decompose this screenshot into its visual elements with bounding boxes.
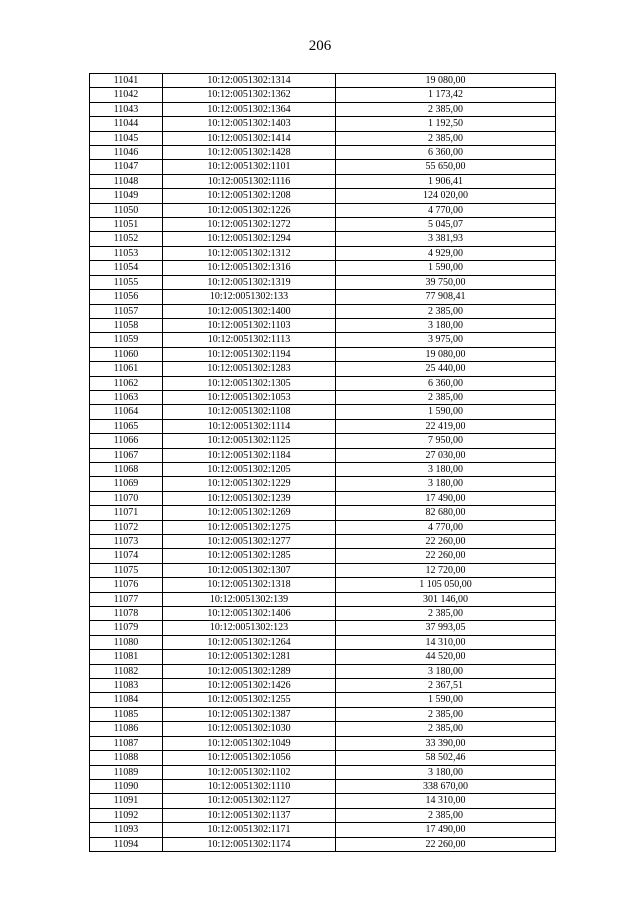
cadastral-number-cell: 10:12:0051302:1403 — [163, 117, 336, 131]
cadastral-number-cell: 10:12:0051302:1229 — [163, 477, 336, 491]
row-number-cell: 11086 — [90, 722, 163, 736]
cadastral-number-cell: 10:12:0051302:133 — [163, 290, 336, 304]
data-table — [89, 73, 556, 852]
row-number-cell: 11060 — [90, 347, 163, 361]
table-row — [90, 419, 556, 433]
row-number-cell: 11067 — [90, 448, 163, 462]
row-number-cell: 11087 — [90, 736, 163, 750]
cadastral-number-cell: 10:12:0051302:1318 — [163, 578, 336, 592]
row-number-cell: 11059 — [90, 333, 163, 347]
amount-cell: 25 440,00 — [336, 362, 556, 376]
row-number-cell: 11047 — [90, 160, 163, 174]
amount-cell: 4 929,00 — [336, 246, 556, 260]
amount-cell: 2 385,00 — [336, 304, 556, 318]
amount-cell: 4 770,00 — [336, 203, 556, 217]
table-row — [90, 823, 556, 837]
table-row — [90, 203, 556, 217]
table-row — [90, 679, 556, 693]
row-number-cell: 11094 — [90, 837, 163, 851]
cadastral-number-cell: 10:12:0051302:1194 — [163, 347, 336, 361]
amount-cell: 1 590,00 — [336, 405, 556, 419]
amount-cell: 14 310,00 — [336, 635, 556, 649]
table-body — [90, 74, 556, 852]
cadastral-number-cell: 10:12:0051302:1294 — [163, 232, 336, 246]
cadastral-number-cell: 10:12:0051302:1314 — [163, 74, 336, 88]
amount-cell: 3 381,93 — [336, 232, 556, 246]
table-row — [90, 362, 556, 376]
row-number-cell: 11070 — [90, 491, 163, 505]
amount-cell: 2 385,00 — [336, 722, 556, 736]
row-number-cell: 11042 — [90, 88, 163, 102]
cadastral-number-cell: 10:12:0051302:1127 — [163, 794, 336, 808]
table-row — [90, 246, 556, 260]
table-row — [90, 693, 556, 707]
cadastral-number-cell: 10:12:0051302:1125 — [163, 434, 336, 448]
cadastral-number-cell: 10:12:0051302:1239 — [163, 491, 336, 505]
row-number-cell: 11090 — [90, 779, 163, 793]
row-number-cell: 11088 — [90, 751, 163, 765]
table-row — [90, 405, 556, 419]
cadastral-number-cell: 10:12:0051302:1289 — [163, 664, 336, 678]
row-number-cell: 11049 — [90, 189, 163, 203]
cadastral-number-cell: 10:12:0051302:1406 — [163, 607, 336, 621]
row-number-cell: 11045 — [90, 131, 163, 145]
table-row — [90, 650, 556, 664]
table-row — [90, 74, 556, 88]
amount-cell: 17 490,00 — [336, 491, 556, 505]
amount-cell: 338 670,00 — [336, 779, 556, 793]
cadastral-number-cell: 10:12:0051302:1319 — [163, 275, 336, 289]
amount-cell: 1 192,50 — [336, 117, 556, 131]
table-row — [90, 722, 556, 736]
amount-cell: 17 490,00 — [336, 823, 556, 837]
amount-cell: 44 520,00 — [336, 650, 556, 664]
table-row — [90, 189, 556, 203]
cadastral-number-cell: 10:12:0051302:1272 — [163, 218, 336, 232]
table-row — [90, 491, 556, 505]
table-row — [90, 535, 556, 549]
cadastral-number-cell: 10:12:0051302:1277 — [163, 535, 336, 549]
row-number-cell: 11074 — [90, 549, 163, 563]
table-row — [90, 506, 556, 520]
table-row — [90, 290, 556, 304]
cadastral-number-cell: 10:12:0051302:1110 — [163, 779, 336, 793]
cadastral-number-cell: 10:12:0051302:1116 — [163, 174, 336, 188]
cadastral-number-cell: 10:12:0051302:1264 — [163, 635, 336, 649]
row-number-cell: 11043 — [90, 102, 163, 116]
amount-cell: 2 367,51 — [336, 679, 556, 693]
row-number-cell: 11081 — [90, 650, 163, 664]
table-row — [90, 434, 556, 448]
table-row — [90, 477, 556, 491]
row-number-cell: 11052 — [90, 232, 163, 246]
cadastral-number-cell: 10:12:0051302:1414 — [163, 131, 336, 145]
table-row — [90, 578, 556, 592]
amount-cell: 77 908,41 — [336, 290, 556, 304]
table-row — [90, 736, 556, 750]
table-row — [90, 520, 556, 534]
amount-cell: 37 993,05 — [336, 621, 556, 635]
cadastral-number-cell: 10:12:0051302:1285 — [163, 549, 336, 563]
cadastral-number-cell: 10:12:0051302:1049 — [163, 736, 336, 750]
cadastral-number-cell: 10:12:0051302:1208 — [163, 189, 336, 203]
cadastral-number-cell: 10:12:0051302:1387 — [163, 707, 336, 721]
amount-cell: 3 180,00 — [336, 462, 556, 476]
cadastral-number-cell: 10:12:0051302:1174 — [163, 837, 336, 851]
table-row — [90, 376, 556, 390]
cadastral-number-cell: 10:12:0051302:1428 — [163, 146, 336, 160]
row-number-cell: 11046 — [90, 146, 163, 160]
cadastral-number-cell: 10:12:0051302:1226 — [163, 203, 336, 217]
table-row — [90, 347, 556, 361]
table-row — [90, 102, 556, 116]
page-number: 206 — [308, 38, 332, 54]
amount-cell: 27 030,00 — [336, 448, 556, 462]
row-number-cell: 11051 — [90, 218, 163, 232]
cadastral-number-cell: 10:12:0051302:1281 — [163, 650, 336, 664]
amount-cell: 22 419,00 — [336, 419, 556, 433]
table-row — [90, 462, 556, 476]
row-number-cell: 11077 — [90, 592, 163, 606]
table-row — [90, 794, 556, 808]
row-number-cell: 11076 — [90, 578, 163, 592]
amount-cell: 6 360,00 — [336, 376, 556, 390]
cadastral-number-cell: 10:12:0051302:1362 — [163, 88, 336, 102]
cadastral-number-cell: 10:12:0051302:1400 — [163, 304, 336, 318]
amount-cell: 2 385,00 — [336, 131, 556, 145]
table-row — [90, 707, 556, 721]
amount-cell: 1 906,41 — [336, 174, 556, 188]
row-number-cell: 11061 — [90, 362, 163, 376]
cadastral-number-cell: 10:12:0051302:1056 — [163, 751, 336, 765]
cadastral-number-cell: 10:12:0051302:1305 — [163, 376, 336, 390]
amount-cell: 22 260,00 — [336, 837, 556, 851]
amount-cell: 55 650,00 — [336, 160, 556, 174]
row-number-cell: 11050 — [90, 203, 163, 217]
cadastral-number-cell: 10:12:0051302:1101 — [163, 160, 336, 174]
table-row — [90, 174, 556, 188]
cadastral-number-cell: 10:12:0051302:1312 — [163, 246, 336, 260]
row-number-cell: 11068 — [90, 462, 163, 476]
amount-cell: 19 080,00 — [336, 347, 556, 361]
cadastral-number-cell: 10:12:0051302:1426 — [163, 679, 336, 693]
row-number-cell: 11093 — [90, 823, 163, 837]
table-row — [90, 751, 556, 765]
row-number-cell: 11092 — [90, 808, 163, 822]
table-row — [90, 837, 556, 851]
amount-cell: 3 180,00 — [336, 765, 556, 779]
row-number-cell: 11054 — [90, 261, 163, 275]
amount-cell: 82 680,00 — [336, 506, 556, 520]
amount-cell: 301 146,00 — [336, 592, 556, 606]
amount-cell: 22 260,00 — [336, 535, 556, 549]
row-number-cell: 11073 — [90, 535, 163, 549]
row-number-cell: 11069 — [90, 477, 163, 491]
row-number-cell: 11082 — [90, 664, 163, 678]
table-row — [90, 635, 556, 649]
row-number-cell: 11072 — [90, 520, 163, 534]
cadastral-number-cell: 10:12:0051302:1114 — [163, 419, 336, 433]
row-number-cell: 11083 — [90, 679, 163, 693]
cadastral-number-cell: 10:12:0051302:1307 — [163, 563, 336, 577]
amount-cell: 2 385,00 — [336, 390, 556, 404]
row-number-cell: 11071 — [90, 506, 163, 520]
row-number-cell: 11066 — [90, 434, 163, 448]
row-number-cell: 11075 — [90, 563, 163, 577]
table-row — [90, 592, 556, 606]
table-row — [90, 261, 556, 275]
amount-cell: 33 390,00 — [336, 736, 556, 750]
row-number-cell: 11064 — [90, 405, 163, 419]
row-number-cell: 11089 — [90, 765, 163, 779]
table-row — [90, 131, 556, 145]
row-number-cell: 11053 — [90, 246, 163, 260]
table-row — [90, 448, 556, 462]
row-number-cell: 11062 — [90, 376, 163, 390]
row-number-cell: 11063 — [90, 390, 163, 404]
amount-cell: 22 260,00 — [336, 549, 556, 563]
table-row — [90, 160, 556, 174]
amount-cell: 2 385,00 — [336, 808, 556, 822]
cadastral-number-cell: 10:12:0051302:1316 — [163, 261, 336, 275]
amount-cell: 3 975,00 — [336, 333, 556, 347]
amount-cell: 7 950,00 — [336, 434, 556, 448]
row-number-cell: 11078 — [90, 607, 163, 621]
amount-cell: 1 590,00 — [336, 693, 556, 707]
amount-cell: 1 590,00 — [336, 261, 556, 275]
amount-cell: 6 360,00 — [336, 146, 556, 160]
table-row — [90, 146, 556, 160]
amount-cell: 2 385,00 — [336, 607, 556, 621]
cadastral-number-cell: 10:12:0051302:1275 — [163, 520, 336, 534]
table-row — [90, 232, 556, 246]
row-number-cell: 11056 — [90, 290, 163, 304]
amount-cell: 12 720,00 — [336, 563, 556, 577]
table-row — [90, 607, 556, 621]
row-number-cell: 11079 — [90, 621, 163, 635]
cadastral-number-cell: 10:12:0051302:1030 — [163, 722, 336, 736]
amount-cell: 19 080,00 — [336, 74, 556, 88]
table-row — [90, 275, 556, 289]
cadastral-number-cell: 10:12:0051302:1113 — [163, 333, 336, 347]
cadastral-number-cell: 10:12:0051302:1103 — [163, 318, 336, 332]
row-number-cell: 11065 — [90, 419, 163, 433]
cadastral-number-cell: 10:12:0051302:1053 — [163, 390, 336, 404]
amount-cell: 2 385,00 — [336, 707, 556, 721]
amount-cell: 124 020,00 — [336, 189, 556, 203]
amount-cell: 1 105 050,00 — [336, 578, 556, 592]
cadastral-number-cell: 10:12:0051302:123 — [163, 621, 336, 635]
cadastral-number-cell: 10:12:0051302:139 — [163, 592, 336, 606]
cadastral-number-cell: 10:12:0051302:1364 — [163, 102, 336, 116]
amount-cell: 14 310,00 — [336, 794, 556, 808]
cadastral-number-cell: 10:12:0051302:1102 — [163, 765, 336, 779]
cadastral-number-cell: 10:12:0051302:1283 — [163, 362, 336, 376]
row-number-cell: 11044 — [90, 117, 163, 131]
cadastral-number-cell: 10:12:0051302:1269 — [163, 506, 336, 520]
row-number-cell: 11057 — [90, 304, 163, 318]
row-number-cell: 11048 — [90, 174, 163, 188]
amount-cell: 3 180,00 — [336, 318, 556, 332]
table-row — [90, 664, 556, 678]
amount-cell: 4 770,00 — [336, 520, 556, 534]
cadastral-number-cell: 10:12:0051302:1108 — [163, 405, 336, 419]
amount-cell: 58 502,46 — [336, 751, 556, 765]
table-row — [90, 563, 556, 577]
row-number-cell: 11041 — [90, 74, 163, 88]
amount-cell: 5 045,07 — [336, 218, 556, 232]
amount-cell: 3 180,00 — [336, 477, 556, 491]
table-row — [90, 304, 556, 318]
row-number-cell: 11058 — [90, 318, 163, 332]
table-row — [90, 117, 556, 131]
table-row — [90, 218, 556, 232]
amount-cell: 1 173,42 — [336, 88, 556, 102]
amount-cell: 39 750,00 — [336, 275, 556, 289]
cadastral-number-cell: 10:12:0051302:1255 — [163, 693, 336, 707]
table-row — [90, 549, 556, 563]
cadastral-number-cell: 10:12:0051302:1137 — [163, 808, 336, 822]
table-row — [90, 318, 556, 332]
amount-cell: 2 385,00 — [336, 102, 556, 116]
row-number-cell: 11055 — [90, 275, 163, 289]
amount-cell: 3 180,00 — [336, 664, 556, 678]
table-row — [90, 621, 556, 635]
row-number-cell: 11084 — [90, 693, 163, 707]
row-number-cell: 11091 — [90, 794, 163, 808]
row-number-cell: 11085 — [90, 707, 163, 721]
table-row — [90, 808, 556, 822]
table-row — [90, 333, 556, 347]
table-row — [90, 779, 556, 793]
row-number-cell: 11080 — [90, 635, 163, 649]
table-row — [90, 765, 556, 779]
table-row — [90, 390, 556, 404]
cadastral-number-cell: 10:12:0051302:1171 — [163, 823, 336, 837]
cadastral-number-cell: 10:12:0051302:1184 — [163, 448, 336, 462]
table-row — [90, 88, 556, 102]
cadastral-number-cell: 10:12:0051302:1205 — [163, 462, 336, 476]
